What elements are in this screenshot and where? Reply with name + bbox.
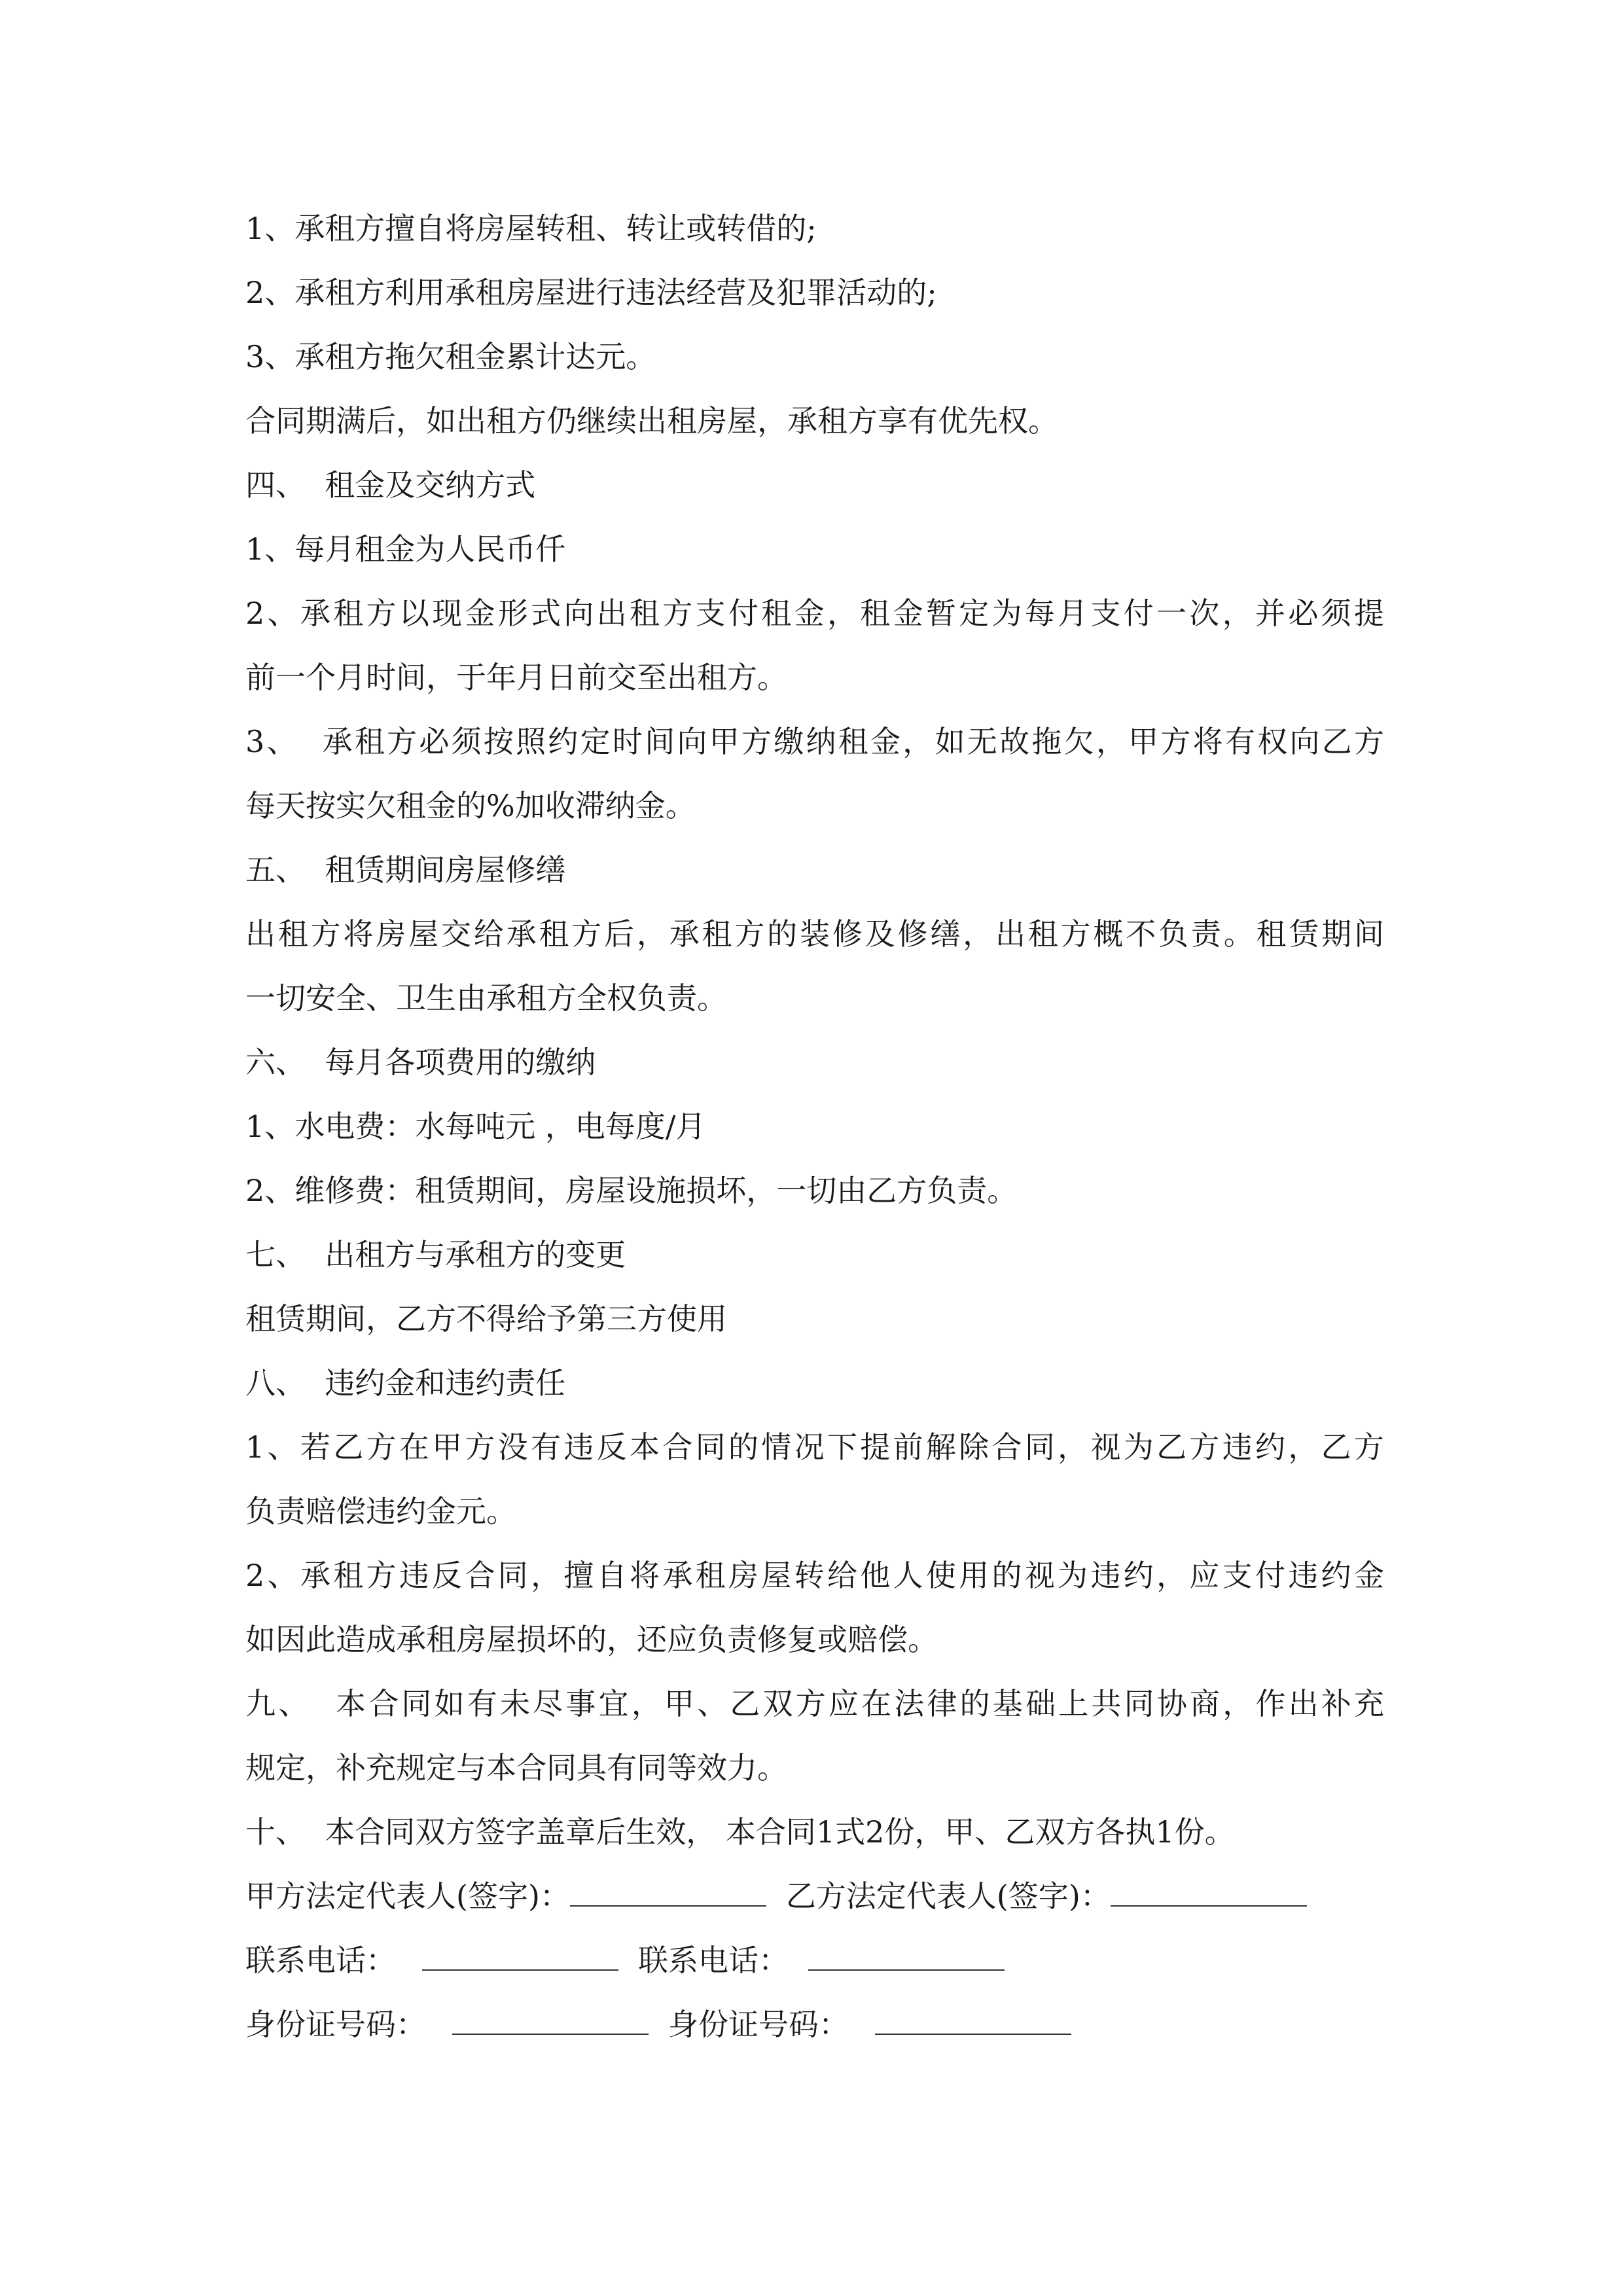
clause-line-23: 如因此造成承租房屋损坏的，还应负责修复或赔偿。 [245, 1622, 938, 1657]
section-heading-9: 九、 本合同如有未尽事宜，甲、乙双方应在法律的基础上共同协商，作出补充 [245, 1686, 1384, 1721]
clause-line-10: 每天按实欠租金的%加收滞纳金。 [245, 788, 696, 823]
clause-line-3: 3、承租方拖欠租金累计达元。 [245, 339, 656, 374]
clause-line-20: 1、若乙方在甲方没有违反本合同的情况下提前解除合同，视为乙方违约，乙方 [245, 1429, 1384, 1465]
clause-line-9: 3、 承租方必须按照约定时间向甲方缴纳租金，如无故拖欠，甲方将有权向乙方 [245, 724, 1384, 759]
section-heading-4: 四、 租金及交纳方式 [245, 467, 536, 503]
clause-line-7: 2、承租方以现金形式向出租方支付租金，租金暂定为每月支付一次，并必须提 [245, 596, 1384, 631]
signature-row-id [245, 1992, 1384, 2056]
id-b-blank [875, 2007, 1071, 2035]
id-b-label: 身份证号码： [668, 2007, 849, 2042]
clause-line-16: 2、维修费：租赁期间，房屋设施损坏，一切由乙方负责。 [245, 1173, 1018, 1208]
signature-row-representatives [245, 1864, 1384, 1928]
clause-line-25: 规定，补充规定与本合同具有同等效力。 [245, 1750, 787, 1785]
clause-line-6: 1、每月租金为人民币仟 [245, 531, 566, 567]
clause-line-13: 一切安全、卫生由承租方全权负责。 [245, 980, 727, 1016]
signature-row-phone [245, 1928, 1384, 1992]
section-heading-10: 十、 本合同双方签字盖章后生效， 本合同1式2份，甲、乙双方各执1份。 [245, 1814, 1235, 1850]
phone-a-label: 联系电话： [245, 1943, 396, 1978]
clause-line-18: 租赁期间，乙方不得给予第三方使用 [245, 1301, 727, 1336]
id-a-blank [452, 2007, 649, 2035]
phone-a-blank [422, 1943, 618, 1971]
party-b-rep-blank [1111, 1879, 1307, 1907]
party-a-rep-blank [570, 1879, 766, 1907]
document-page [245, 196, 1384, 2056]
clause-line-4: 合同期满后，如出租方仍继续出租房屋，承租方享有优先权。 [245, 403, 1058, 439]
clause-line-22: 2、承租方违反合同，擅自将承租房屋转给他人使用的视为违约，应支付违约金 [245, 1558, 1384, 1593]
clause-line-1: 1、承租方擅自将房屋转租、转让或转借的; [245, 211, 817, 246]
section-heading-6: 六、 每月各项费用的缴纳 [245, 1045, 596, 1080]
party-b-rep-label: 乙方法定代表人(签字)： [785, 1878, 1111, 1914]
clause-line-8: 前一个月时间，于年月日前交至出租方。 [245, 660, 787, 695]
section-heading-7: 七、 出租方与承租方的变更 [245, 1237, 626, 1272]
phone-b-blank [808, 1943, 1005, 1971]
section-heading-5: 五、 租赁期间房屋修缮 [245, 852, 566, 888]
id-a-label: 身份证号码： [245, 2007, 426, 2042]
clause-line-12: 出租方将房屋交给承租方后，承租方的装修及修缮，出租方概不负责。租赁期间 [245, 916, 1384, 952]
clause-line-15: 1、水电费：水每吨元 ，电每度/月 [245, 1109, 706, 1144]
party-a-rep-label: 甲方法定代表人(签字)： [245, 1878, 570, 1914]
phone-b-label: 联系电话： [638, 1943, 789, 1978]
clause-line-2: 2、承租方利用承租房屋进行违法经营及犯罪活动的; [245, 275, 937, 310]
section-heading-8: 八、 违约金和违约责任 [245, 1365, 566, 1401]
clause-line-21: 负责赔偿违约金元。 [245, 1494, 516, 1529]
